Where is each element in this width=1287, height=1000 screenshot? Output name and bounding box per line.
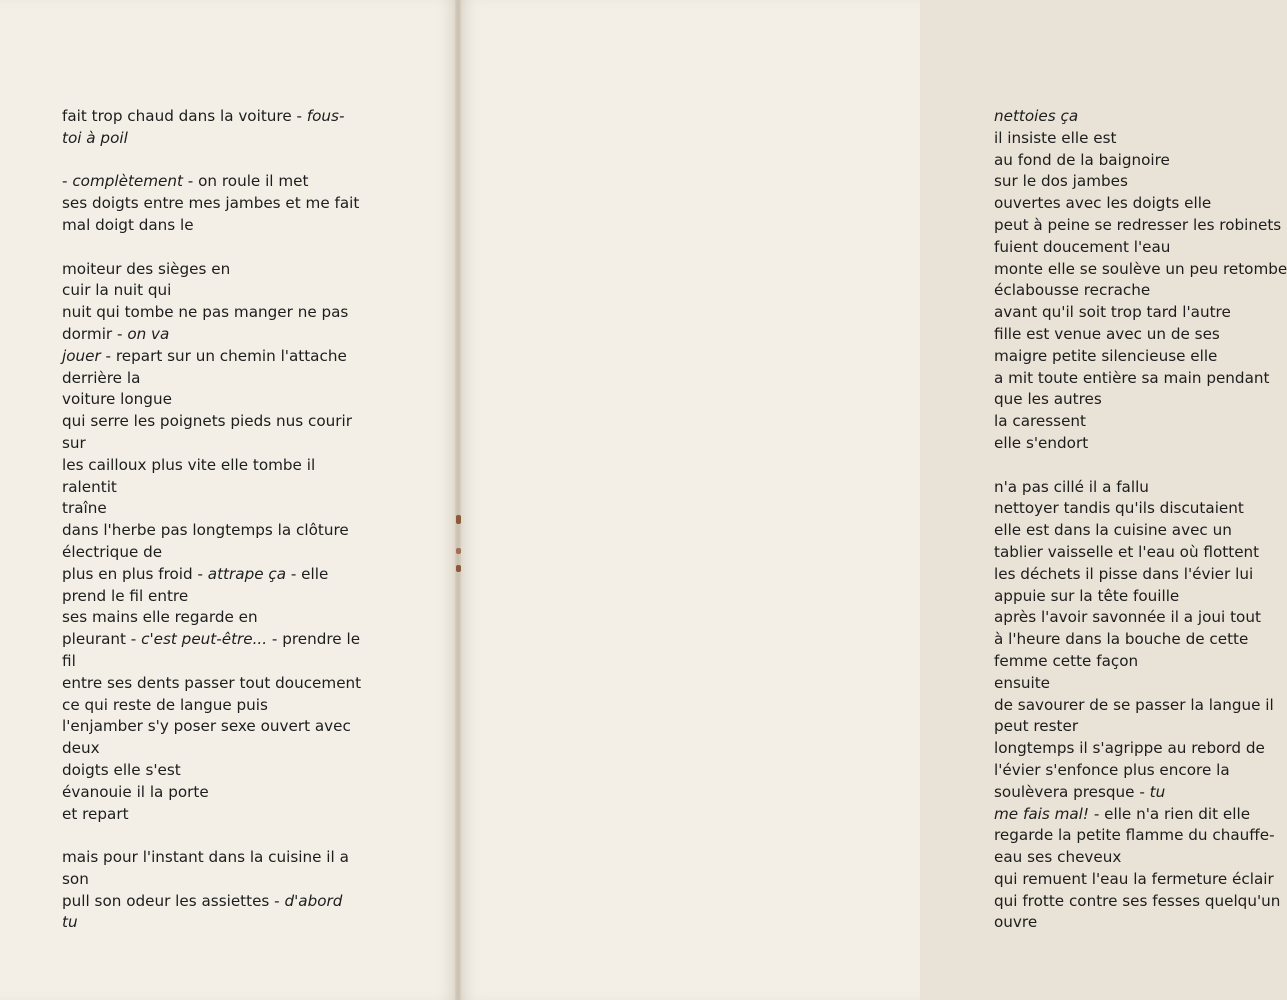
line-text: fil — [62, 651, 76, 670]
line-text: qui remuent l'eau la fermeture éclair — [994, 869, 1274, 888]
italic-text: c'est peut-être... — [141, 630, 268, 649]
poem-line — [62, 586, 361, 608]
line-text: électrique de — [62, 542, 163, 561]
line-text: - prendre le — [267, 630, 361, 649]
line-text: sur le dos jambes — [994, 172, 1128, 191]
line-text: eau ses cheveux — [994, 848, 1122, 867]
poem-line — [62, 542, 361, 564]
poem-line — [62, 869, 361, 891]
line-text: que les autres — [994, 390, 1102, 409]
line-text: - elle — [286, 564, 329, 583]
poem-line — [994, 193, 1287, 215]
italic-text: tu — [1149, 782, 1166, 801]
poem-line — [994, 716, 1287, 738]
line-text: monte elle se soulève un peu retombe — [994, 259, 1287, 278]
poem-line — [994, 586, 1287, 608]
poem-line — [994, 324, 1287, 346]
poem-line — [994, 760, 1287, 782]
poem-line — [994, 433, 1287, 455]
line-text: après l'avoir savonnée il a joui tout — [994, 608, 1261, 627]
poem-line — [62, 629, 361, 651]
line-text: peut à peine se redresser les robinets — [994, 215, 1282, 234]
poem-line — [994, 389, 1287, 411]
line-text: prend le fil entre — [62, 586, 189, 605]
line-text: à l'heure dans la bouche de cette — [994, 630, 1249, 649]
poem-line — [62, 673, 361, 695]
line-text: l'évier s'enfonce plus encore la — [994, 760, 1230, 779]
line-text: a mit toute entière sa main pendant — [994, 368, 1270, 387]
line-text: fille est venue avec un de ses — [994, 324, 1220, 343]
italic-text: attrape ça — [207, 564, 287, 583]
poem-line — [994, 368, 1287, 390]
line-text: l'enjamber s'y poser sexe ouvert avec — [62, 717, 351, 736]
line-text: ses doigts entre mes jambes et me fait — [62, 194, 360, 213]
poem-line — [62, 455, 361, 477]
poem-line — [62, 302, 361, 324]
poem-line — [994, 498, 1287, 520]
line-text: appuie sur la tête fouille — [994, 586, 1180, 605]
line-text: mais pour l'instant dans la cuisine il a — [62, 848, 349, 867]
poem-line — [62, 891, 361, 913]
line-text: entre ses dents passer tout doucement — [62, 673, 362, 692]
italic-text: on va — [127, 324, 170, 343]
poem-line — [994, 782, 1287, 804]
stanza-break — [62, 825, 361, 847]
line-text: qui frotte contre ses fesses quelqu'un — [994, 891, 1281, 910]
poem-line — [62, 128, 361, 150]
line-text: sur — [62, 433, 86, 452]
staple-mark — [456, 548, 461, 554]
stanza-break — [62, 150, 361, 172]
line-text: et repart — [62, 804, 129, 823]
line-text: fuient doucement l'eau — [994, 237, 1171, 256]
poem-line — [994, 542, 1287, 564]
poem-line — [994, 346, 1287, 368]
poem-line — [994, 215, 1287, 237]
line-text: elle est dans la cuisine avec un — [994, 521, 1232, 540]
poem-line — [62, 760, 361, 782]
poem-line — [62, 738, 361, 760]
right-page — [458, 0, 1287, 1000]
poem-line — [62, 433, 361, 455]
poem-line — [62, 215, 361, 237]
line-text: son — [62, 869, 89, 888]
line-text: - repart sur un chemin l'attache — [100, 346, 347, 365]
italic-text: jouer — [62, 346, 101, 365]
poem-line — [994, 520, 1287, 542]
line-text: la caressent — [994, 412, 1087, 431]
poem-line — [62, 106, 361, 128]
stanza-break — [62, 237, 361, 259]
poem-line — [994, 477, 1287, 499]
poem-line — [994, 695, 1287, 717]
poem-line — [994, 259, 1287, 281]
line-text: - elle n'a rien dit elle — [1089, 804, 1251, 823]
line-text: plus en plus froid - — [62, 564, 208, 583]
line-text: ensuite — [994, 673, 1051, 692]
italic-text: d'abord — [284, 891, 343, 910]
poem-line — [994, 891, 1287, 913]
poem-line — [994, 804, 1287, 826]
poem-line — [994, 106, 1287, 128]
italic-text: fous- — [306, 107, 345, 125]
poem-line — [994, 607, 1287, 629]
line-text: voiture longue — [62, 390, 172, 409]
poem-line — [994, 280, 1287, 302]
line-text: soulèvera presque - — [994, 782, 1150, 801]
line-text: pull son odeur les assiettes - — [62, 891, 285, 910]
poem-line — [62, 368, 361, 390]
left-page-text — [62, 106, 361, 934]
poem-line — [62, 259, 361, 281]
poem-line — [62, 324, 361, 346]
poem-line — [62, 411, 361, 433]
staple-mark — [456, 515, 461, 524]
line-text: peut rester — [994, 717, 1079, 736]
italic-text: me fais mal! — [994, 804, 1089, 823]
line-text: moiteur des sièges en — [62, 259, 231, 278]
line-text: doigts elle s'est — [62, 760, 181, 779]
poem-line — [994, 171, 1287, 193]
poem-line — [994, 564, 1287, 586]
poem-line — [62, 804, 361, 826]
poem-line — [62, 193, 361, 215]
line-text: les déchets il pisse dans l'évier lui — [994, 564, 1254, 583]
line-text: traîne — [62, 499, 107, 518]
left-page — [0, 0, 458, 1000]
line-text: - — [62, 172, 73, 191]
line-text: elle s'endort — [994, 433, 1089, 452]
stanza-break — [994, 455, 1287, 477]
line-text: maigre petite silencieuse elle — [994, 346, 1218, 365]
poem-line — [994, 673, 1287, 695]
poem-line — [994, 302, 1287, 324]
line-text: ouvertes avec les doigts elle — [994, 194, 1212, 213]
italic-text: nettoies ça — [994, 107, 1079, 125]
right-page-text — [994, 106, 1287, 934]
poem-line — [994, 411, 1287, 433]
line-text: longtemps il s'agrippe au rebord de — [994, 739, 1265, 758]
line-text: pleurant - — [62, 630, 142, 649]
poem-line — [62, 171, 361, 193]
line-text: dormir - — [62, 324, 128, 343]
line-text: nettoyer tandis qu'ils discutaient — [994, 499, 1244, 518]
line-text: fait trop chaud dans la voiture - — [62, 107, 307, 125]
poem-line — [994, 738, 1287, 760]
poem-line — [994, 847, 1287, 869]
poem-line — [994, 912, 1287, 934]
line-text: - on roule il met — [182, 172, 309, 191]
staple-mark — [456, 565, 461, 572]
poem-line — [62, 346, 361, 368]
poem-line — [994, 825, 1287, 847]
italic-text: tu — [62, 913, 78, 932]
line-text: tablier vaisselle et l'eau où flottent — [994, 542, 1260, 561]
line-text: n'a pas cillé il a fallu — [994, 477, 1149, 496]
line-text: mal doigt dans le — [62, 215, 194, 234]
poem-line — [994, 869, 1287, 891]
poem-line — [62, 782, 361, 804]
poem-line — [62, 520, 361, 542]
poem-line — [994, 651, 1287, 673]
line-text: les cailloux plus vite elle tombe il — [62, 455, 316, 474]
line-text: qui serre les poignets pieds nus courir — [62, 412, 352, 431]
poem-line — [994, 150, 1287, 172]
italic-text: toi à poil — [62, 128, 128, 147]
line-text: ralentit — [62, 477, 117, 496]
line-text: il insiste elle est — [994, 128, 1117, 147]
poem-line — [62, 564, 361, 586]
line-text: ce qui reste de langue puis — [62, 695, 268, 714]
poem-line — [62, 607, 361, 629]
poem-line — [994, 237, 1287, 259]
poem-line — [994, 128, 1287, 150]
line-text: ouvre — [994, 913, 1038, 932]
poem-line — [62, 847, 361, 869]
line-text: cuir la nuit qui — [62, 281, 172, 300]
poem-line — [994, 629, 1287, 651]
line-text: au fond de la baignoire — [994, 150, 1170, 169]
poem-line — [62, 498, 361, 520]
line-text: ses mains elle regarde en — [62, 608, 258, 627]
poem-line — [62, 477, 361, 499]
line-text: deux — [62, 739, 100, 758]
line-text: dans l'herbe pas longtemps la clôture — [62, 521, 349, 540]
line-text: de savourer de se passer la langue il — [994, 695, 1274, 714]
line-text: regarde la petite flamme du chauffe- — [994, 826, 1275, 845]
line-text: éclabousse recrache — [994, 281, 1151, 300]
line-text: avant qu'il soit trop tard l'autre — [994, 303, 1231, 322]
poem-line — [62, 389, 361, 411]
poem-line — [62, 280, 361, 302]
poem-line — [62, 651, 361, 673]
italic-text: complètement — [72, 172, 183, 191]
poem-line — [62, 912, 361, 934]
line-text: évanouie il la porte — [62, 782, 209, 801]
poem-line — [62, 695, 361, 717]
poem-line — [62, 716, 361, 738]
line-text: femme cette façon — [994, 651, 1139, 670]
line-text: derrière la — [62, 368, 141, 387]
line-text: nuit qui tombe ne pas manger ne pas — [62, 303, 349, 322]
book-gutter — [455, 0, 461, 1000]
